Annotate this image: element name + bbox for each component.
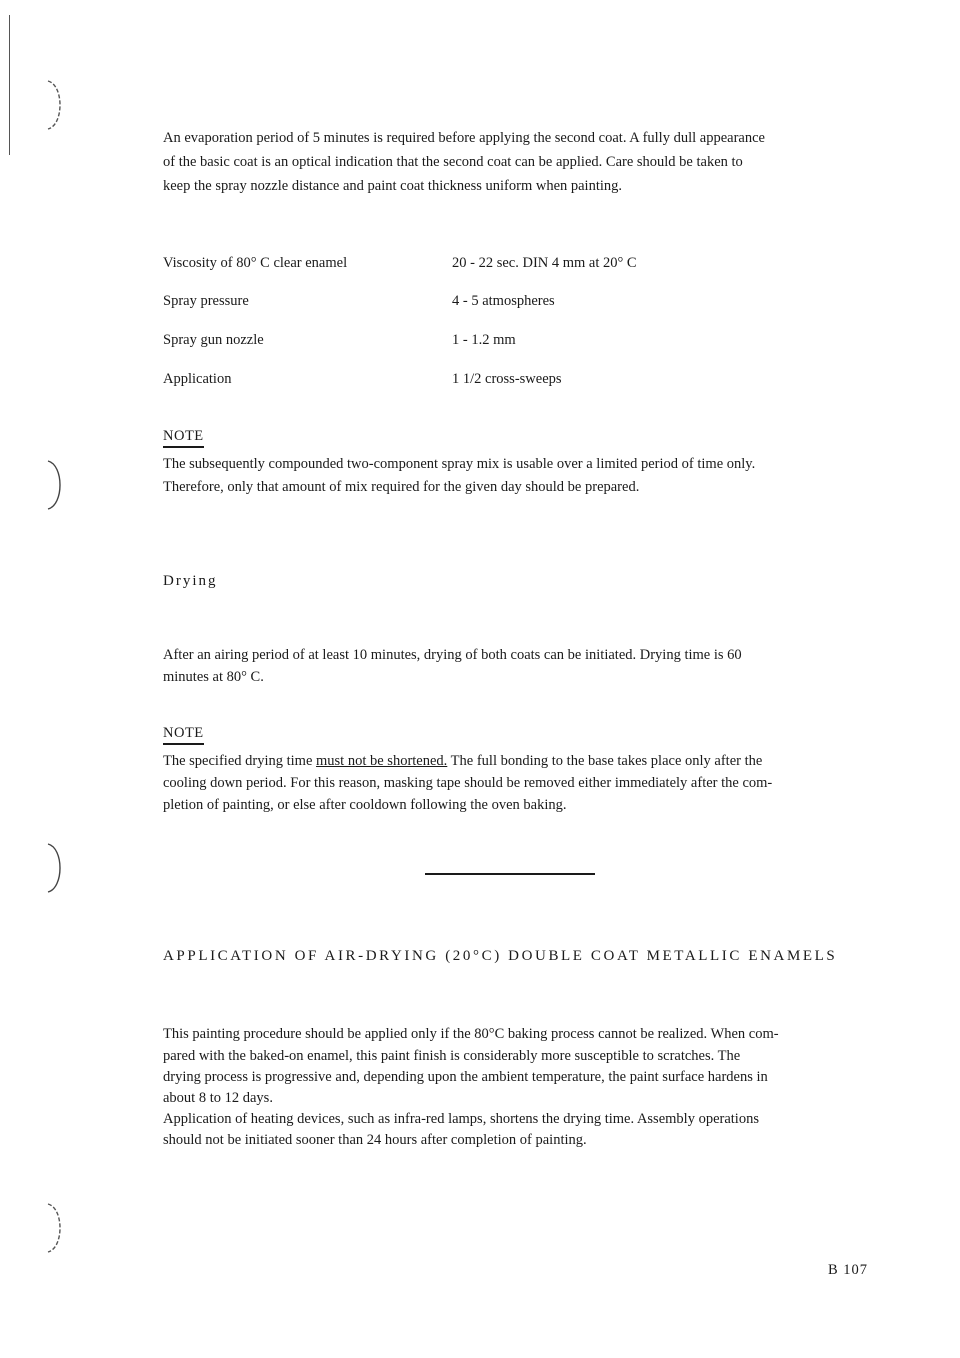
spec-value-application: 1 1/2 cross-sweeps (452, 371, 562, 387)
section-line-2: pared with the baked-on enamel, this paint finish is considerably more susceptible to scratches. The (163, 1048, 741, 1064)
binder-hole-2 (30, 455, 70, 515)
binder-hole-3 (30, 838, 70, 898)
spec-value-viscosity: 20 - 22 sec. DIN 4 mm at 20° C (452, 255, 637, 271)
spec-value-nozzle: 1 - 1.2 mm (452, 332, 516, 348)
intro-line-1: An evaporation period of 5 minutes is required before applying the second coat. A fully dull appearance (163, 130, 765, 146)
note-2-emphasis: must not be shortened. (316, 753, 448, 769)
spec-label-pressure: Spray pressure (163, 293, 249, 309)
drying-heading: Drying (163, 573, 218, 589)
note-2-text-a: The specified drying time (163, 753, 317, 769)
drying-line-1: After an airing period of at least 10 minutes, drying of both coats can be initiated. Drying time is 60 (163, 647, 742, 663)
spec-label-application: Application (163, 371, 232, 387)
note-1-line-1: The subsequently compounded two-component spray mix is usable over a limited period of time only. (163, 456, 756, 472)
spec-label-viscosity: Viscosity of 80° C clear enamel (163, 255, 348, 271)
intro-line-2: of the basic coat is an optical indication that the second coat can be applied. Care should be taken to (163, 154, 743, 170)
section-line-4: about 8 to 12 days. (163, 1090, 273, 1106)
note-2-line-1 (163, 750, 863, 772)
drying-line-2: minutes at 80° C. (163, 669, 264, 685)
intro-line-3: keep the spray nozzle distance and paint coat thickness uniform when painting. (163, 178, 623, 194)
section-line-5: Application of heating devices, such as infra-red lamps, shortens the drying time. Assembly operations (163, 1111, 759, 1127)
note-2-line-3: pletion of painting, or else after cooldown following the oven baking. (163, 797, 567, 813)
section-line-6: should not be initiated sooner than 24 hours after completion of painting. (163, 1132, 587, 1148)
note-2-title: NOTE (163, 724, 204, 745)
page-number: B 107 (828, 1262, 869, 1278)
note-1-line-2: Therefore, only that amount of mix required for the given day should be prepared. (163, 479, 640, 495)
note-2-text-b: The full bonding to the base takes place only after the (447, 753, 763, 769)
section-line-3: drying process is progressive and, depending upon the ambient temperature, the paint surface hardens in (163, 1069, 768, 1085)
spec-label-nozzle: Spray gun nozzle (163, 332, 264, 348)
margin-line (9, 15, 10, 155)
binder-hole-1 (30, 75, 70, 135)
note-1-title: NOTE (163, 427, 204, 448)
spec-value-pressure: 4 - 5 atmospheres (452, 293, 555, 309)
section-line-1: This painting procedure should be applied only if the 80°C baking process cannot be realized. When com- (163, 1026, 779, 1042)
note-2-line-2: cooling down period. For this reason, masking tape should be removed either immediately after the com- (163, 775, 773, 791)
binder-hole-4 (30, 1198, 70, 1258)
section-divider (425, 873, 595, 875)
section-heading: APPLICATION OF AIR-DRYING (20°C) DOUBLE COAT METALLIC ENAMELS (163, 948, 838, 964)
